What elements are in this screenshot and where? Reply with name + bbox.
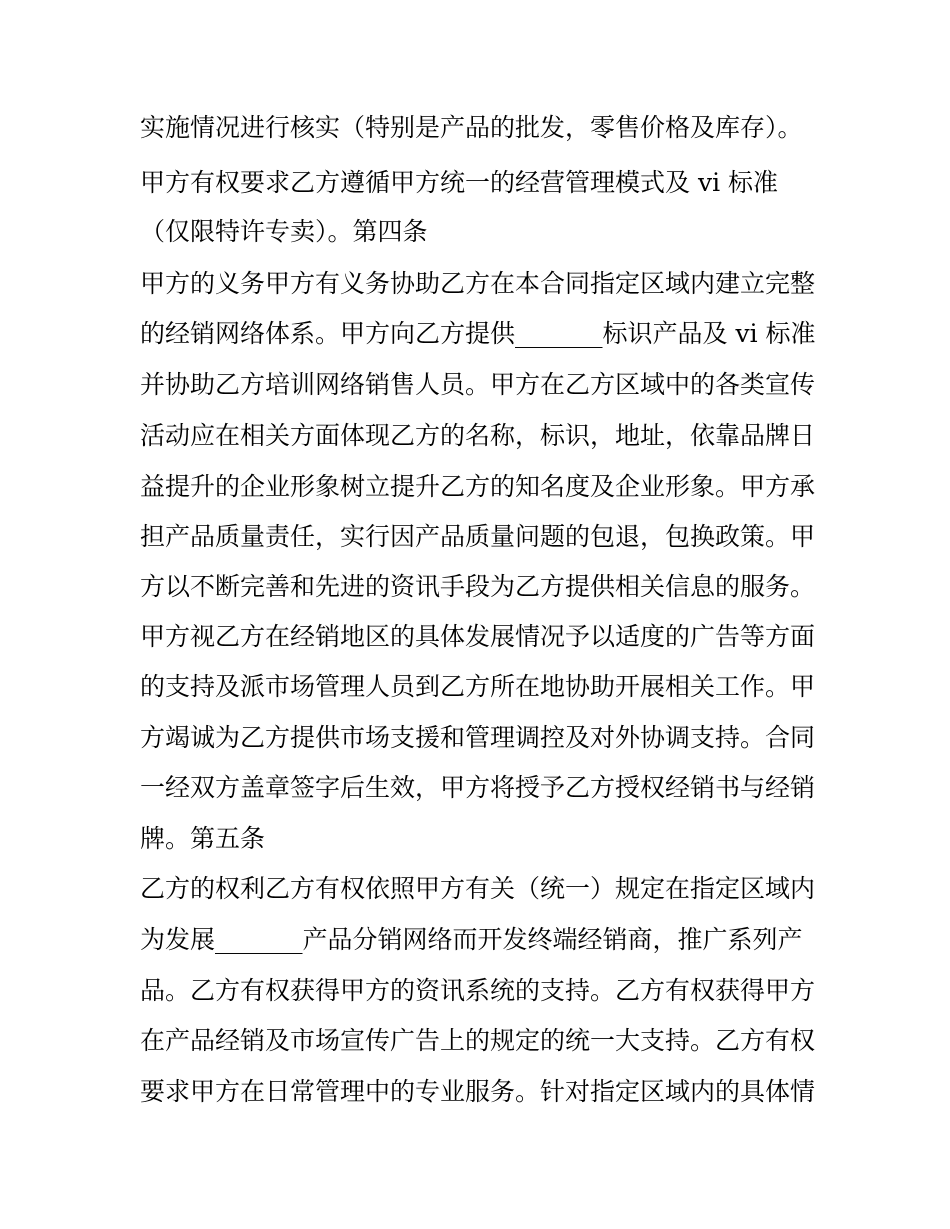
text-line: 一经双方盖章签字后生效，甲方将授予乙方授权经销书与经销 [140,773,816,802]
text-line: 要求甲方在日常管理中的专业服务。针对指定区域内的具体情 [140,1077,816,1106]
text-line: （仅限特许专卖）。第四条 [140,217,428,246]
text-line: 并协助乙方培训网络销售人员。甲方在乙方区域中的各类宣传 [140,370,816,399]
text-line: 为发展_______产品分销网络而开发终端经销商，推广系列产 [140,925,803,954]
text-line: 品。乙方有权获得甲方的资讯系统的支持。乙方有权获得甲方 [140,976,816,1005]
text-line: 在产品经销及市场宣传广告上的规定的统一大支持。乙方有权 [140,1026,816,1055]
text-line: 方竭诚为乙方提供市场支援和管理调控及对外协调支持。合同 [140,723,816,752]
text-line: 甲方的义务甲方有义务协助乙方在本合同指定区域内建立完整 [140,269,816,298]
text-line: 实施情况进行核实（特别是产品的批发，零售价格及库存）。 [140,113,803,142]
text-line: 益提升的企业形象树立提升乙方的知名度及企业形象。甲方承 [140,472,816,501]
text-line: 担产品质量责任，实行因产品质量问题的包退，包换政策。甲 [140,522,816,551]
text-line: 的经销网络体系。甲方向乙方提供_______标识产品及 vi 标准 [140,319,816,348]
text-line: 的支持及派市场管理人员到乙方所在地协助开展相关工作。甲 [140,672,816,701]
text-line: 甲方有权要求乙方遵循甲方统一的经营管理模式及 vi 标准 [140,168,779,197]
text-line: 牌。第五条 [140,824,266,853]
text-line: 活动应在相关方面体现乙方的名称，标识，地址，依靠品牌日 [140,421,816,450]
text-line: 乙方的权利乙方有权依照甲方有关（统一）规定在指定区域内 [140,874,816,903]
text-line: 方以不断完善和先进的资讯手段为乙方提供相关信息的服务。 [140,572,816,601]
text-line: 甲方视乙方在经销地区的具体发展情况予以适度的广告等方面 [140,622,816,651]
